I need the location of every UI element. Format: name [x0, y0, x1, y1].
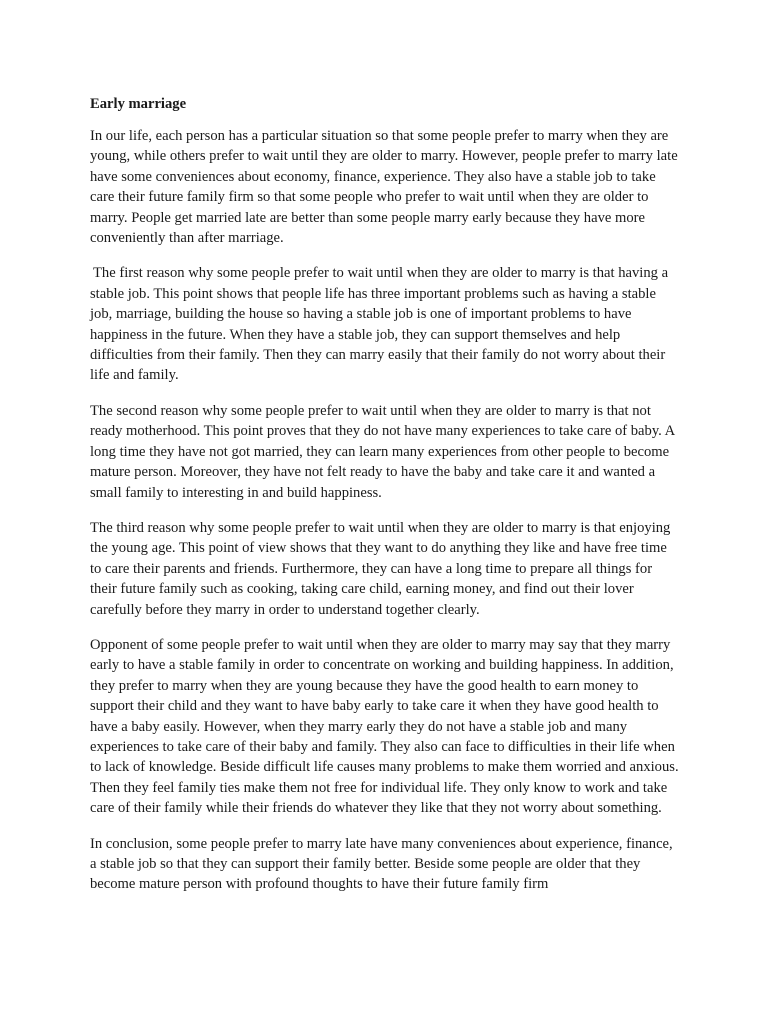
document-title: Early marriage	[90, 96, 187, 112]
paragraph-third-reason: The third reason why some people prefer to wait until when they are older to marry is that enjoying the young age. This point of view shows that they want to do anything they like and have free time to care their parents and friends. Furthermore, they can have a long time to prepare all things for their future family such as cooking, taking care child, earning money, and find out their lover carefully before they marry in order to understand together clearly.	[90, 519, 671, 618]
paragraph-first-reason: The first reason why some people prefer to wait until when they are older to marry is that having a stable job. This point shows that people life has three important problems such as having a stable job, marriage, building the house so having a stable job is one of important problems to have happiness in the future. When they have a stable job, they can support themselves and help difficulties from their family. Then they can marry easily that their family do not worry about their life and family.	[90, 265, 669, 384]
paragraph-introduction: In our life, each person has a particular situation so that some people prefer to marry when they are young, while others prefer to wait until they are older to marry. However, people prefer to marry late have some conveniences about economy, finance, experience. They also have a stable job to take care their future family firm so that some people who prefer to wait until when they are older to marry. People get married late are better than some people marry early because they have more conveniently than after marriage.	[90, 128, 678, 247]
paragraph-conclusion: In conclusion, some people prefer to marry late have many conveniences about experience, finance, a stable job so that they can support their family better. Beside some people are older that they become mature person with profound thoughts to have their future family firm	[90, 835, 673, 893]
paragraph-opponent: Opponent of some people prefer to wait until when they are older to marry may say that they marry early to have a stable family in order to concentrate on working and building happiness. In addition, they prefer to marry when they are young because they have the good health to earn money to support their child and they want to have baby early to take care it when they have good health to have a baby easily. However, when they marry early they do not have a stable job and many experiences to take care of their baby and family. They also can face to difficulties in their life when to lack of knowledge. Beside difficult life causes many problems to make them worried and anxious. Then they feel family ties make them not free for individual life. They only know to work and take care of their family while their friends do whatever they like that they not worry about something.	[90, 636, 679, 817]
paragraph-second-reason: The second reason why some people prefer to wait until when they are older to marry is that not ready motherhood. This point proves that they do not have many experiences to take care of baby. A long time they have not got married, they can learn many experiences from other people to become mature person. Moreover, they have not felt ready to have the baby and take care it and wanted a small family to interesting in and build happiness.	[90, 402, 675, 501]
